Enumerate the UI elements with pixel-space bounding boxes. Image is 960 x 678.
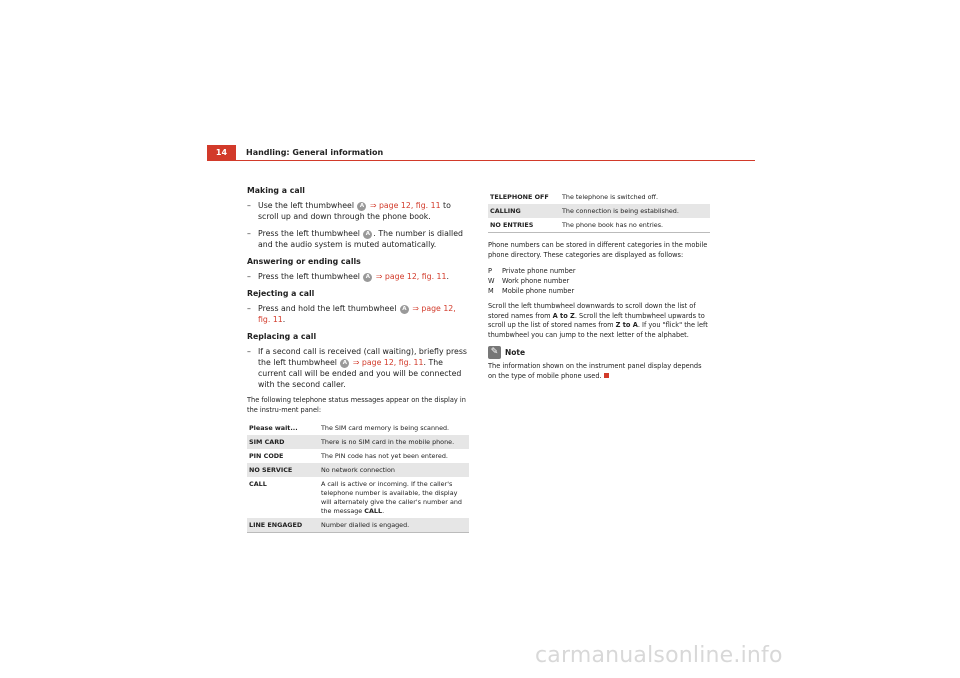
list-item: – Press the left thumbwheel A ⇒ page 12, fig. 11. (247, 272, 449, 281)
header-rule (207, 160, 755, 161)
thumbwheel-a-icon: A (340, 359, 349, 368)
table-row: CALLING The connection is being established. (488, 204, 710, 218)
thumbwheel-a-icon: A (363, 273, 372, 282)
table-row: TELEPHONE OFF The telephone is switched off. (490, 192, 658, 201)
table-row: SIM CARD There is no SIM card in the mobile phone. (247, 435, 469, 449)
status-intro-text: The following telephone status messages appear on the display in the instru-ment panel: (247, 396, 466, 414)
status-messages-table-continued (488, 190, 710, 233)
table-row: Please wait... The SIM card memory is being scanned. (249, 423, 450, 432)
list-item: M Mobile phone number (488, 287, 575, 295)
right-column (488, 190, 710, 387)
scroll-instructions-text: Scroll the left thumbwheel downwards to scroll down the list of stored names from A to Z. Scroll the left thumbwheel upwards to scroll up the list of stored names from Z to A. If you "flick" the left thumbwheel you can jump to the next letter of the alphabet. (488, 302, 708, 339)
left-column (247, 185, 469, 533)
page-reference-link[interactable]: ⇒ page 12, fig. 11 (258, 304, 456, 324)
thumbwheel-a-icon: A (363, 230, 372, 239)
watermark: carmanualsonline.info (535, 643, 783, 668)
page-title: Handling: General information (246, 148, 384, 157)
note-icon: ✎ (488, 346, 501, 359)
section-end-icon (604, 373, 609, 378)
thumbwheel-a-icon: A (400, 305, 409, 314)
table-row: CALL A call is active or incoming. If the caller's telephone number is available, the display will alternately give the caller's number and the message CALL. (249, 479, 462, 515)
making-call-heading: Making a call (247, 186, 305, 195)
list-item: – Press the left thumbwheel A . The number is dialled and the audio system is muted automatically. (247, 229, 463, 249)
note-heading: ✎ Note (488, 346, 710, 359)
page-reference-link[interactable]: ⇒ page 12, fig. 11 (373, 272, 447, 281)
note-text: The information shown on the instrument panel display depends on the type of mobile phone used. (488, 362, 702, 380)
table-row: NO SERVICE No network connection (247, 463, 469, 477)
thumbwheel-a-icon: A (357, 202, 366, 211)
table-row: PIN CODE The PIN code has not yet been entered. (249, 451, 448, 460)
page-reference-link[interactable]: ⇒ page 12, fig. 11 (367, 201, 441, 210)
page-reference-link[interactable]: ⇒ page 12, fig. 11 (350, 358, 424, 367)
answering-heading: Answering or ending calls (247, 257, 361, 266)
list-item: P Private phone number (488, 267, 576, 275)
table-row: NO ENTRIES The phone book has no entries. (490, 220, 664, 229)
list-item: – Use the left thumbwheel A ⇒ page 12, fig. 11 to scroll up and down through the phone book. (247, 201, 451, 221)
categories-intro-text: Phone numbers can be stored in different categories in the mobile phone directory. These categories are displayed as follows: (488, 241, 708, 259)
list-item: – If a second call is received (call waiting), briefly press the left thumbwheel A ⇒ page 12, fig. 11. The current call will be ended and you will be connected with the second caller. (247, 347, 467, 389)
list-item: – Press and hold the left thumbwheel A ⇒ page 12, fig. 11. (247, 304, 456, 324)
replacing-heading: Replacing a call (247, 332, 317, 341)
page-number-badge: 14 (207, 145, 236, 160)
list-item: W Work phone number (488, 277, 570, 285)
category-list (488, 266, 710, 296)
rejecting-heading: Rejecting a call (247, 289, 315, 298)
table-row: LINE ENGAGED Number dialled is engaged. (247, 518, 469, 533)
status-messages-table (247, 421, 469, 533)
